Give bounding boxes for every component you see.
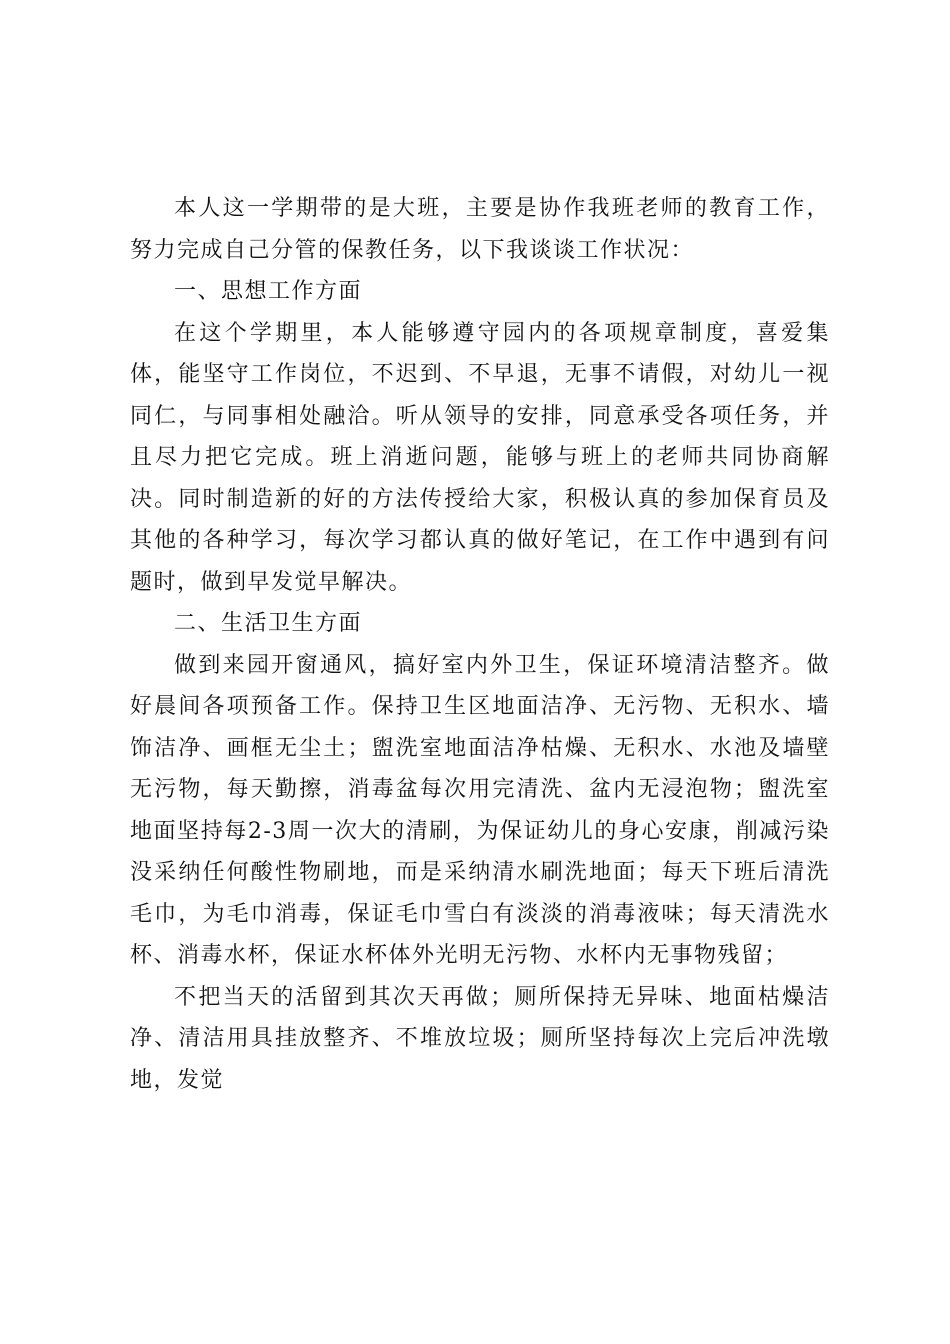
- thought-paragraph: 在这个学期里，本人能够遵守园内的各项规章制度，喜爱集体，能坚守工作岗位，不迟到、不早退，无事不请假，对幼儿一视同仁，与同事相处融洽。听从领导的安排，同意承受各项任务，并且尽力把它完成。班上消逝问题，能够与班上的老师共同协商解决。同时制造新的好的方法传授给大家，积极认真的参加保育员及其他的各种学习，每次学习都认真的做好笔记，在工作中遇到有问题时，做到早发觉早解决。: [130, 320, 830, 595]
- hygiene-paragraph: 做到来园开窗通风，搞好室内外卫生，保证环境清洁整齐。做好晨间各项预备工作。保持卫生区地面洁净、无污物、无积水、墙饰洁净、画框无尘土；盥洗室地面洁净枯燥、无积水、水池及墙壁无污物，每天勤擦，消毒盆每次用完清洗、盆内无浸泡物；盥洗室地面坚持每2-3周一次大的清刷，为保证幼儿的身心安康，削减污染没采纳任何酸性物刷地，而是采纳清水刷洗地面；每天下班后清洗毛巾，为毛巾消毒，保证毛巾雪白有淡淡的消毒液味；每天清洗水杯、消毒水杯，保证水杯体外光明无污物、水杯内无事物残留；: [130, 652, 830, 968]
- intro-paragraph: 本人这一学期带的是大班，主要是协作我班老师的教育工作，努力完成自己分管的保教任务，以下我谈谈工作状况：: [130, 196, 830, 263]
- section-heading-hygiene: 二、生活卫生方面: [174, 611, 363, 636]
- document-body: [130, 188, 830, 1101]
- section-heading-thought: 一、思想工作方面: [174, 279, 363, 304]
- toilet-paragraph: 不把当天的活留到其次天再做；厕所保持无异味、地面枯燥洁净、清洁用具挂放整齐、不堆放垃圾；厕所坚持每次上完后冲洗墩地，发觉: [130, 984, 830, 1093]
